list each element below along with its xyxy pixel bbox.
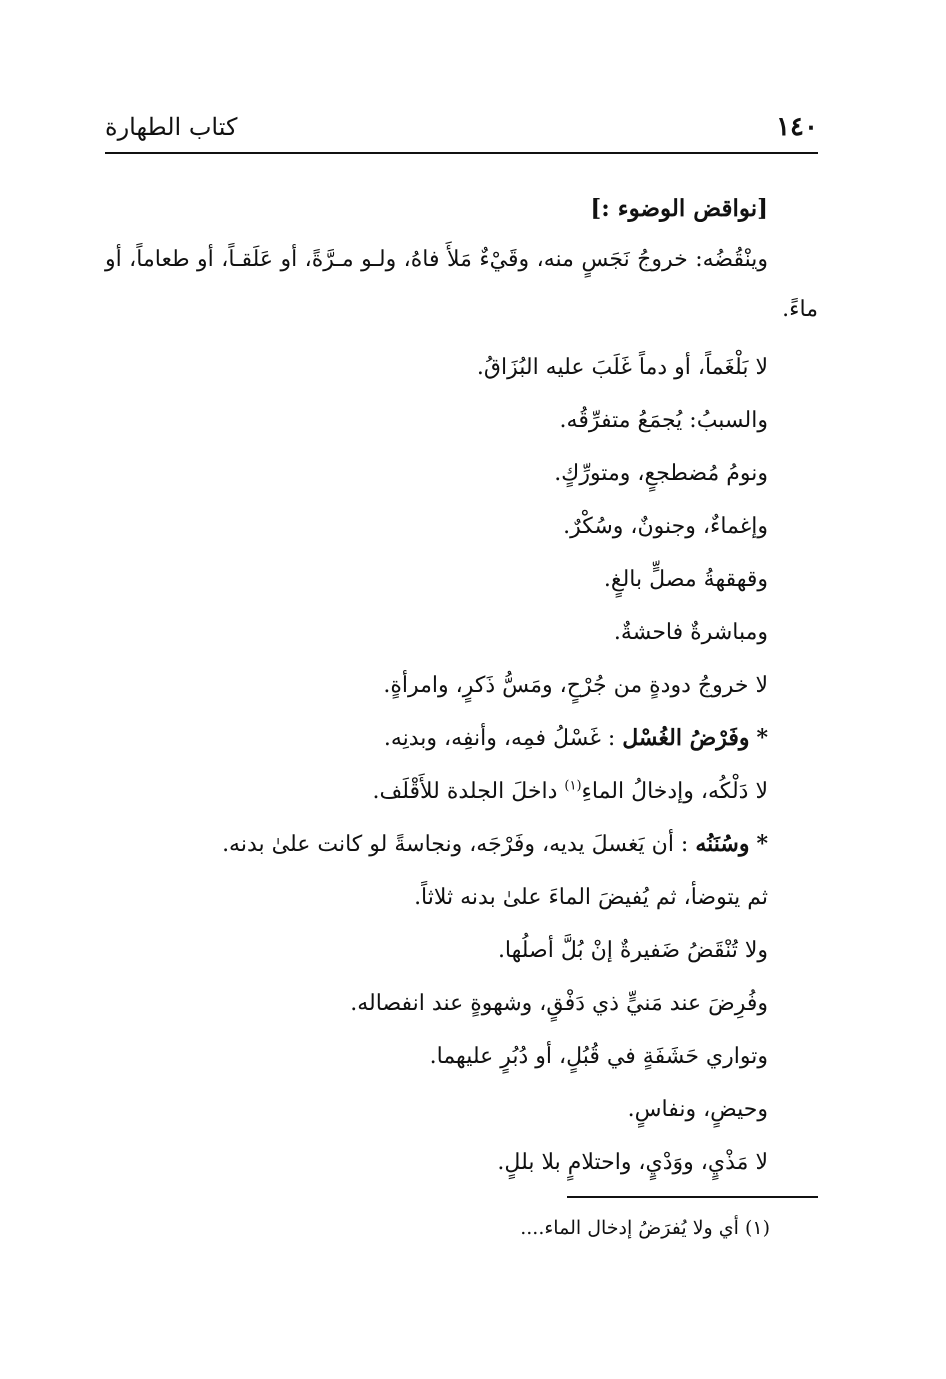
text-line: لا مَذْيٍ، ووَدْيٍ، واحتلامٍ بلا بللٍ. — [497, 1150, 768, 1175]
ghusl-term: وفَرْضُ الغُسْل — [622, 725, 750, 751]
footnote-reference: (١) — [564, 778, 582, 794]
main-text — [105, 182, 818, 1189]
text-line: والسببُ: يُجمَعُ متفرِّقُه. — [559, 408, 768, 433]
section-heading: [نواقض الوضوء :] — [590, 195, 768, 222]
text-line: وتواري حَشَفَةٍ في قُبُلٍ، أو دُبُرٍ عليهما. — [429, 1044, 768, 1069]
text-line: ومباشرةٌ فاحشةٌ. — [613, 620, 768, 645]
dalk-text-start: لا دَلْكُه، وإدخالُ الماءِ — [581, 779, 768, 804]
dalk-line — [105, 765, 818, 818]
sunan-text: : أن يَغسلَ يديه، وفَرْجَه، ونجاسةً لو كانت علىٰ بدنه. — [222, 832, 696, 857]
text-line: ونومُ مُضطجعٍ، ومتورِّكٍ. — [554, 461, 768, 486]
running-title: كتاب الطهارة — [105, 113, 238, 141]
text-line: وقهقهةُ مصلٍّ بالغٍ. — [603, 567, 768, 592]
asterisk-bullet: * — [756, 831, 768, 857]
text-line: وحيضٍ، ونفاسٍ. — [627, 1097, 768, 1122]
text-line: لا بَلْغَماً، أو دماً غَلَبَ عليه البُزَاقُ. — [476, 355, 768, 380]
dalk-text-end: داخلَ الجلدة للأَقْلَف. — [372, 779, 565, 804]
paragraph-nawaqid: وينْقُضُه: خروجُ نَجَسٍ منه، وقَيْءٌ مَلأَ فاهُ، ولـو مـرَّةً، أو عَلَقـاً، أو طعاماً، أو ماءً. — [105, 247, 818, 322]
text-line: وإغماءٌ، وجنونٌ، وسُكْرٌ. — [563, 514, 768, 539]
text-line: وفُرِضَ عند مَنيٍّ ذي دَفْقٍ، وشهوةٍ عند انفصاله. — [350, 991, 768, 1016]
text-line: ولا تُنْقَضُ ضَفيرةٌ إنْ بُلَّ أصلُها. — [497, 938, 768, 963]
text-line: لا خروجُ دودةٍ من جُرْحٍ، ومَسُّ ذَكرٍ، وامرأةٍ. — [383, 673, 768, 698]
page-header — [105, 106, 818, 152]
header-divider — [105, 152, 818, 154]
page-number: ١٤٠ — [776, 112, 818, 142]
ghusl-text: : غَسْلُ فمِه، وأنفِه، وبدنِه. — [383, 726, 623, 751]
footnote-divider — [567, 1196, 818, 1198]
asterisk-bullet: * — [756, 725, 768, 751]
sunan-line — [105, 818, 818, 871]
text-line: ثم يتوضأ، ثم يُفيضَ الماءَ علىٰ بدنه ثلاثاً. — [414, 885, 768, 910]
ghusl-line — [105, 712, 818, 765]
sunan-term: وسُنَنُه — [695, 831, 750, 857]
footnote: (١) أي ولا يُفرَضُ إدخال الماء.... — [520, 1217, 770, 1239]
